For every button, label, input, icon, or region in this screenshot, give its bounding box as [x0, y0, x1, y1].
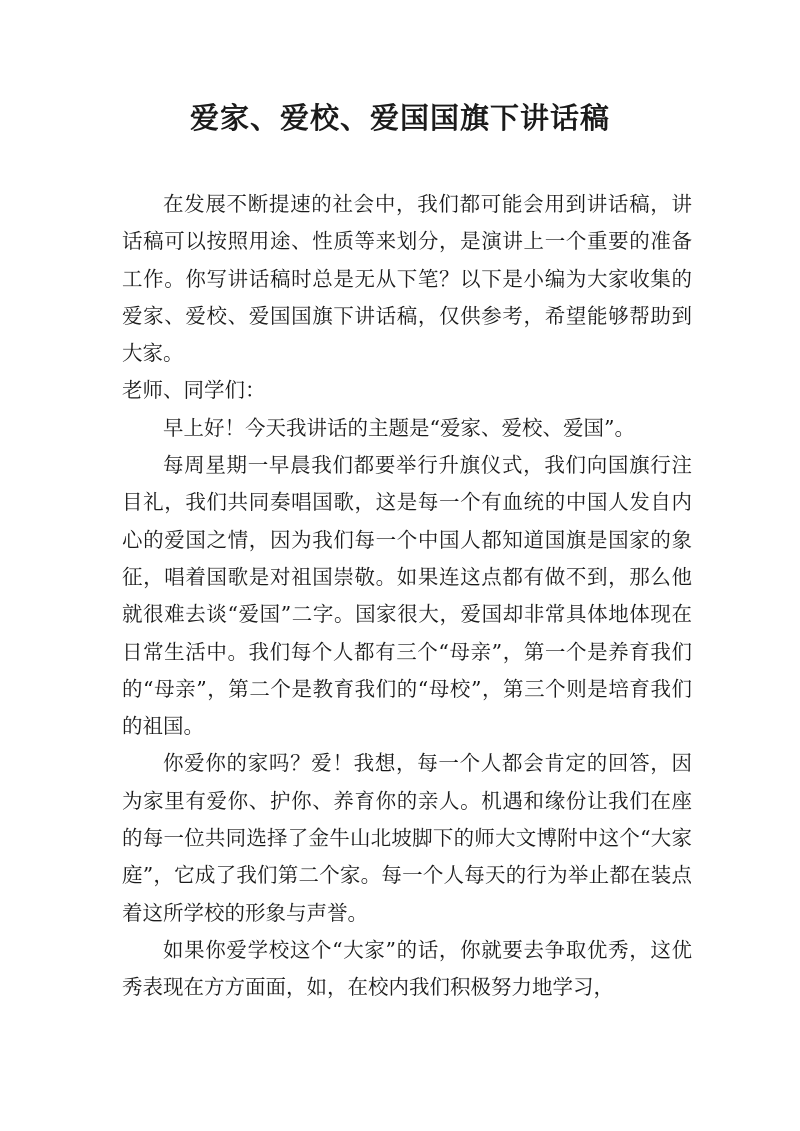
- document-body: [122, 186, 692, 1007]
- paragraph-salutation: 老师、同学们：: [122, 378, 266, 403]
- paragraph-greeting: 早上好！今天我讲话的主题是“爱家、爱校、爱国”。: [163, 415, 635, 440]
- paragraph-flag-ceremony: 每周星期一早晨我们都要举行升旗仪式，我们向国旗行注目礼，我们共同奏唱国歌，这是每一个有血统的中国人发自内心的爱国之情，因为我们每一个中国人都知道国旗是国家的象征，唱着国歌是对祖国崇敬。如果连这点都有做不到，那么他就很难去谈“爱国”二字。国家很大，爱国却非常具体地体现在日常生活中。我们每个人都有三个“母亲”，第一个是养育我们的“母亲”，第二个是教育我们的“母校”，第三个则是培育我们的祖国。: [122, 453, 692, 739]
- paragraph-love-school: 如果你爱学校这个“大家”的话，你就要去争取优秀，这优秀表现在方方面面，如，在校内我们积极努力地学习，: [122, 937, 692, 1000]
- document-title: 爱家、爱校、爱国国旗下讲话稿: [189, 101, 610, 135]
- paragraph-intro: 在发展不断提速的社会中，我们都可能会用到讲话稿，讲话稿可以按照用途、性质等来划分，是演讲上一个重要的准备工作。你写讲话稿时总是无从下笔？以下是小编为大家收集的爱家、爱校、爱国国旗下讲话稿，仅供参考，希望能够帮助到大家。: [122, 192, 692, 366]
- paragraph-love-home: 你爱你的家吗？爱！我想，每一个人都会肯定的回答，因为家里有爱你、护你、养育你的亲人。机遇和缘份让我们在座的每一位共同选择了金牛山北坡脚下的师大文博附中这个“大家庭”，它成了我们第二个家。每一个人每天的行为举止都在装点着这所学校的形象与声誉。: [122, 751, 692, 925]
